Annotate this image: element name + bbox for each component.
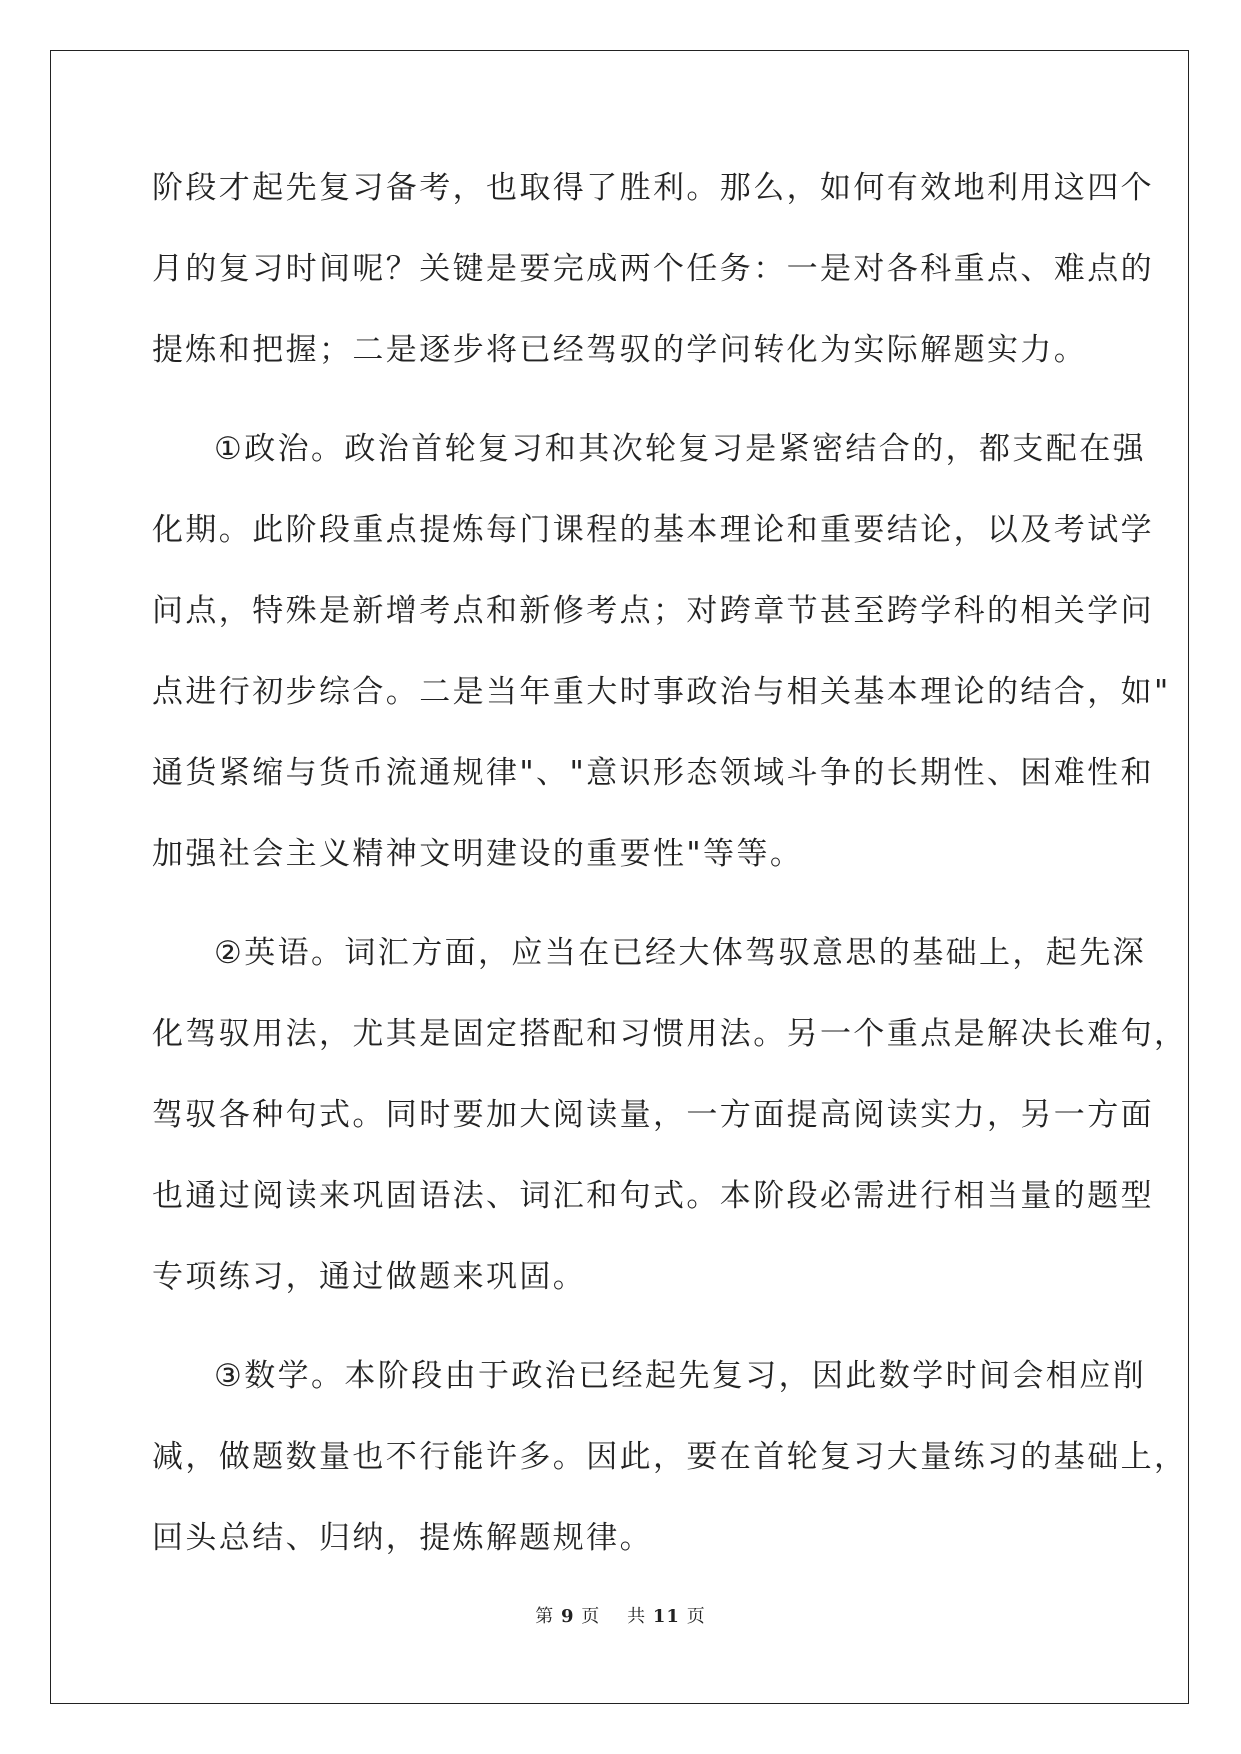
paragraph-intro — [152, 148, 1154, 391]
text-line: 回头总结、归纳，提炼解题规律。 — [152, 1520, 653, 1556]
text-line: 减，做题数量也不行能许多。因此，要在首轮复习大量练习的基础上， — [152, 1439, 1188, 1475]
text-line: ①政治。政治首轮复习和其次轮复习是紧密结合的，都支配在强 — [214, 431, 1146, 467]
text-line: ③数学。本阶段由于政治已经起先复习，因此数学时间会相应削 — [214, 1358, 1146, 1394]
text-line: 化驾驭用法，尤其是固定搭配和习惯用法。另一个重点是解决长难句， — [152, 1016, 1188, 1052]
text-line: 问点，特殊是新增考点和新修考点；对跨章节甚至跨学科的相关学问 — [152, 593, 1154, 629]
text-line: 通货紧缩与货币流通规律"、"意识形态领域斗争的长期性、困难性和 — [152, 755, 1154, 791]
text-line: 专项练习，通过做题来巩固。 — [152, 1259, 587, 1295]
text-line: 月的复习时间呢？关键是要完成两个任务：一是对各科重点、难点的 — [152, 251, 1154, 287]
paragraph-english — [152, 913, 1188, 1318]
footer-total-suffix: 页 — [686, 1606, 706, 1627]
text-line: 也通过阅读来巩固语法、词汇和句式。本阶段必需进行相当量的题型 — [152, 1178, 1154, 1214]
page-footer — [0, 1602, 1241, 1628]
text-line: 化期。此阶段重点提炼每门课程的基本理论和重要结论，以及考试学 — [152, 512, 1154, 548]
text-line: ②英语。词汇方面，应当在已经大体驾驭意思的基础上，起先深 — [214, 935, 1146, 971]
footer-prefix: 第 — [535, 1606, 555, 1627]
footer-total-prefix: 共 — [627, 1606, 647, 1627]
document-body — [152, 148, 1188, 1597]
text-line: 提炼和把握；二是逐步将已经驾驭的学问转化为实际解题实力。 — [152, 332, 1088, 368]
text-line: 点进行初步综合。二是当年重大时事政治与相关基本理论的结合，如" — [152, 674, 1171, 710]
total-pages: 11 — [652, 1606, 680, 1627]
text-line: 阶段才起先复习备考，也取得了胜利。那么，如何有效地利用这四个 — [152, 170, 1154, 206]
paragraph-math — [152, 1336, 1188, 1579]
page-number: 9 — [561, 1606, 575, 1627]
paragraph-politics — [152, 409, 1171, 895]
text-line: 驾驭各种句式。同时要加大阅读量，一方面提高阅读实力，另一方面 — [152, 1097, 1154, 1133]
text-line: 加强社会主义精神文明建设的重要性"等等。 — [152, 836, 804, 872]
footer-page-suffix: 页 — [581, 1606, 601, 1627]
